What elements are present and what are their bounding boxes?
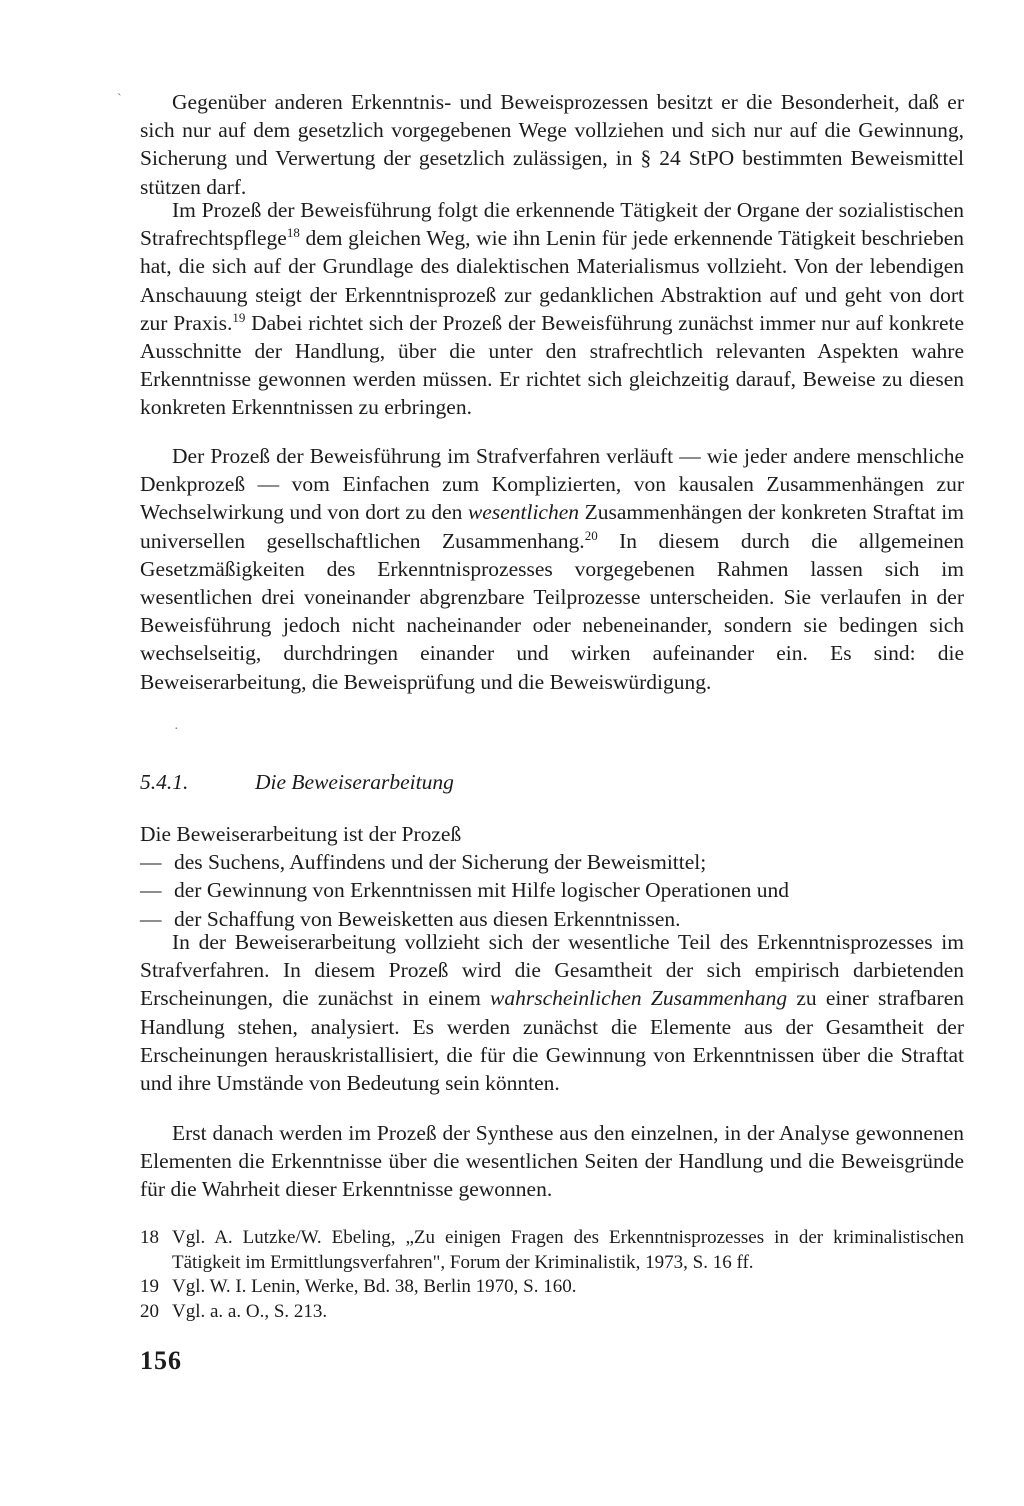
paragraph-3-text-c: In diesem durch die allgemeinen Gesetzmäßigkeiten des Erkenntnisprozesses vorgegebenen Rahmen lassen sich im wesentlichen drei voneinander abgrenzbare Teilprozesse unterscheiden. Sie verlaufen in der Beweisführung jedoch nicht nacheinander oder nebeneinander, sondern sie bedingen sich wechselseitig, durchdringen einander und wirken aufeinander ein. Es sind: die Beweiserarbeitung, die Beweisprüfung und die Beweiswürdigung. — [140, 528, 965, 694]
paragraph-4-text-b: zu einer strafbaren Handlung stehen, analysiert. Es werden zunächst die Elemente aus der Gesamtheit der Erscheinungen herauskristallisiert, die für die Gewinnung von Erkenntnissen über die Straftat und ihre Umstände von Bedeutung sein könnten. — [140, 986, 964, 1096]
dash-list — [140, 848, 964, 933]
footnote-text: Vgl. a. a. O., S. 213. — [172, 1300, 328, 1322]
list-item — [140, 848, 964, 876]
paragraph-3-text-a: Der Prozeß der Beweisführung im Strafverfahren verläuft — wie jeder andere menschliche Denkprozeß — vom Einfachen zum Komplizierten, von kausalen Zusammenhängen zur Wechselwirkung und von dort zu den — [140, 444, 964, 525]
paragraph-1 — [140, 88, 964, 201]
paragraph-2-text-c: Dabei richtet sich der Prozeß der Beweisführung zunächst immer nur auf konkrete Ausschnitte der Handlung, über die unter den strafrechtlich relevanten Aspekten wahre Erkenntnisse gewonnen werden müssen. Er richtet sich gleichzeitig darauf, Beweise zu diesen konkreten Erkenntnissen zu erbringen. — [140, 310, 964, 420]
footnote-ref-19[interactable]: 19 — [232, 309, 246, 325]
list-item-text: der Gewinnung von Erkenntnissen mit Hilfe logischer Operationen und — [174, 878, 789, 903]
scan-speck: · — [174, 722, 179, 737]
paragraph-4 — [140, 928, 964, 1097]
footnote — [140, 1300, 964, 1325]
dash-bullet: — — [140, 850, 162, 875]
section-heading — [140, 768, 964, 796]
paragraph-2-text-a: Im Prozeß der Beweisführung folgt die erkennende Tätigkeit der Organe der sozialistischen Strafrechtspflege — [140, 198, 964, 251]
list-item — [140, 876, 964, 904]
footnote-number: 20 — [140, 1300, 159, 1322]
footnote-ref-18[interactable]: 18 — [286, 225, 300, 241]
section-title: Die Beweiserarbeitung — [255, 770, 454, 794]
footnotes — [140, 1226, 964, 1324]
scan-speck: ˋ — [117, 92, 122, 107]
footnote-text: Vgl. A. Lutzke/W. Ebeling, „Zu einigen Fragen des Erkenntnisprozesses in der kriminalistischen Tätigkeit im Ermittlungsverfahren", Forum der Kriminalistik, 1973, S. 16 ff. — [172, 1227, 964, 1273]
dash-bullet: — — [140, 906, 162, 931]
list-intro: Die Beweiserarbeitung ist der Prozeß — [140, 822, 462, 846]
paragraph-3-text-b: Zusammenhängen der konkreten Straftat im universellen gesellschaftlichen Zusammenhang. — [140, 500, 964, 553]
footnote — [140, 1226, 964, 1275]
section-number: 5.4.1. — [140, 770, 189, 794]
paragraph-2 — [140, 196, 964, 422]
paragraph-3-emphasis: wesentlichen — [467, 500, 580, 525]
process-list — [140, 820, 964, 933]
footnote — [140, 1275, 964, 1300]
footnote-ref-20[interactable]: 20 — [584, 527, 598, 543]
paragraph-3 — [140, 442, 964, 696]
paragraph-4-emphasis: wahrscheinlichen Zusammenhang — [490, 986, 788, 1011]
paragraph-2-text-b: dem gleichen Weg, wie ihn Lenin für jede erkennende Tätigkeit beschrieben hat, die sich auf der Grundlage des dialektischen Materialismus vollzieht. Von der lebendigen Anschauung steigt der Erkenntnisprozeß zur gedanklichen Abstraktion auf und geht von dort zur Praxis. — [140, 226, 964, 335]
paragraph-1-text: Gegenüber anderen Erkenntnis- und Beweisprozessen besitzt er die Besonderheit, daß er sich nur auf dem gesetzlich vorgegebenen Wege vollziehen und sich nur auf die Gewinnung, Sicherung und Verwertung der gesetzlich zulässigen, in § 24 StPO bestimmten Beweismittel stützen darf. — [140, 90, 964, 199]
page-number: 156 — [140, 1346, 182, 1375]
footnote-number: 19 — [140, 1276, 159, 1297]
paragraph-4-text-a: In der Beweiserarbeitung vollzieht sich der wesentliche Teil des Erkenntnisprozesses im Strafverfahren. In diesem Prozeß wird die Gesamtheit der sich empirisch darbietenden Erscheinungen, die zunächst in einem — [140, 930, 964, 1011]
paragraph-5-text: Erst danach werden im Prozeß der Synthese aus den einzelnen, in der Analyse gewonnenen Elementen die Erkenntnisse über die wesentlichen Seiten der Handlung und die Beweisgründe für die Wahrheit dieser Erkenntnisse gewonnen. — [140, 1121, 964, 1202]
footnote-number: 18 — [140, 1227, 159, 1248]
paragraph-5 — [140, 1119, 964, 1204]
footnote-text: Vgl. W. I. Lenin, Werke, Bd. 38, Berlin 1970, S. 160. — [172, 1276, 577, 1297]
dash-bullet: — — [140, 878, 162, 903]
list-item-text: des Suchens, Auffindens und der Sicherung der Beweismittel; — [174, 850, 707, 875]
list-item-text: der Schaffung von Beweisketten aus diesen Erkenntnissen. — [174, 906, 681, 931]
